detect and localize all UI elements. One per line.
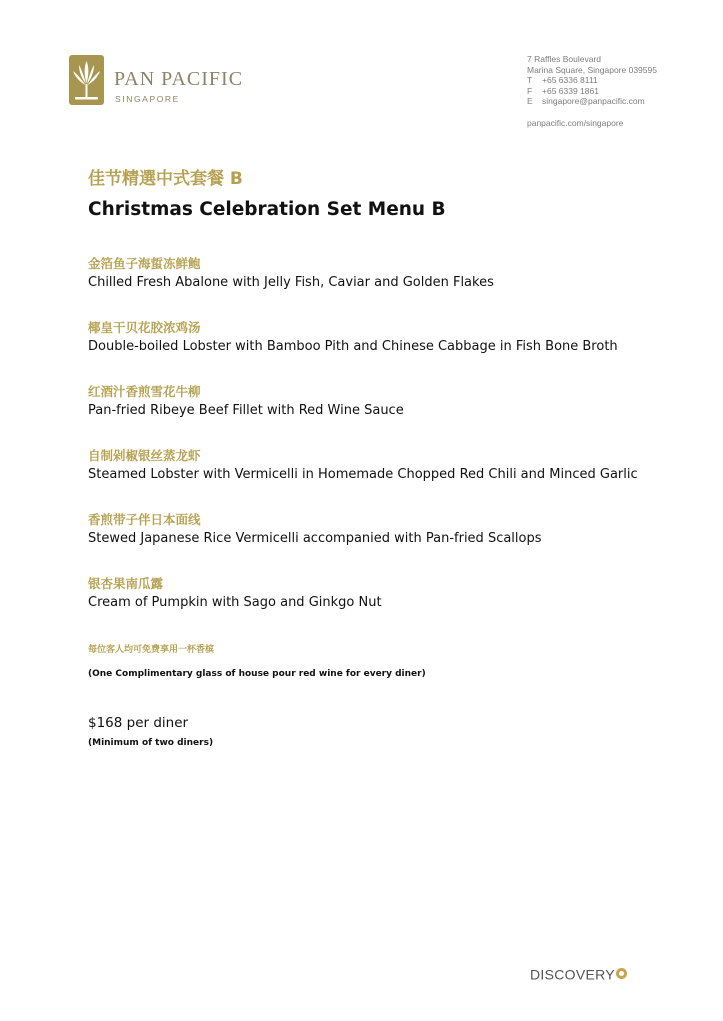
- dish-name-chinese: 银杏果南瓜露: [88, 576, 164, 591]
- email-label: E: [527, 96, 533, 107]
- complimentary-note-chinese: 每位客人均可免费享用一杯香槟: [88, 645, 215, 655]
- dish-item: [88, 446, 638, 482]
- fax-row: [527, 86, 657, 97]
- fax-label: F: [527, 85, 533, 96]
- address-line-1: 7 Raffles Boulevard: [527, 54, 602, 64]
- discovery-logo: [530, 964, 627, 984]
- dish-name-chinese: 红酒汁香煎雪花牛柳: [88, 384, 201, 399]
- logo-name: PAN PACIFIC: [114, 68, 244, 90]
- address-line-2: Marina Square, Singapore 039595: [527, 64, 657, 75]
- dish-item: [88, 318, 618, 354]
- dish-item: [88, 254, 494, 290]
- email-address[interactable]: singapore@panpacific.com: [542, 96, 645, 107]
- dish-name-english: Chilled Fresh Abalone with Jelly Fish, Caviar and Golden Flakes: [88, 275, 494, 290]
- dish-name-english: Double-boiled Lobster with Bamboo Pith and Chinese Cabbage in Fish Bone Broth: [88, 339, 618, 354]
- dish-name-english: Steamed Lobster with Vermicelli in Homemade Chopped Red Chili and Minced Garlic: [88, 467, 638, 482]
- discovery-wordmark: DISCOVERY: [530, 966, 615, 983]
- dish-item: [88, 510, 542, 546]
- fax-number: +65 6339 1861: [542, 85, 599, 96]
- menu-title-english: Christmas Celebration Set Menu B: [88, 199, 446, 220]
- dish-name-english: Cream of Pumpkin with Sago and Ginkgo Nut: [88, 595, 382, 610]
- palm-leaf-logo-icon: [69, 55, 104, 105]
- telephone-number: +65 6336 8111: [542, 75, 598, 86]
- dish-item: [88, 382, 404, 418]
- dish-name-chinese: 香煎带子伴日本面线: [88, 512, 201, 527]
- discovery-ring-icon: [616, 968, 627, 979]
- dish-name-chinese: 椰皇干贝花胶浓鸡汤: [88, 320, 201, 335]
- website-link[interactable]: panpacific.com/singapore: [527, 117, 624, 128]
- telephone-label: T: [527, 75, 533, 86]
- dish-name-english: Pan-fried Ribeye Beef Fillet with Red Wine Sauce: [88, 403, 404, 418]
- dish-item: [88, 574, 382, 610]
- price-note: (Minimum of two diners): [88, 738, 214, 748]
- price: $168 per diner: [88, 715, 189, 731]
- telephone-row: [527, 75, 657, 86]
- dish-name-english: Stewed Japanese Rice Vermicelli accompanied with Pan-fried Scallops: [88, 531, 542, 546]
- email-row: [527, 96, 657, 107]
- dish-name-chinese: 金箔鱼子海蜇冻鲜鲍: [88, 256, 201, 271]
- contact-block: [527, 54, 657, 129]
- dish-name-chinese: 自制剁椒银丝蒸龙虾: [88, 448, 201, 463]
- complimentary-note-english: (One Complimentary glass of house pour red wine for every diner): [88, 669, 426, 679]
- menu-title-chinese: 佳节精選中式套餐 B: [88, 169, 243, 189]
- pan-pacific-logo: [69, 55, 249, 107]
- logo-subtitle: SINGAPORE: [115, 94, 180, 104]
